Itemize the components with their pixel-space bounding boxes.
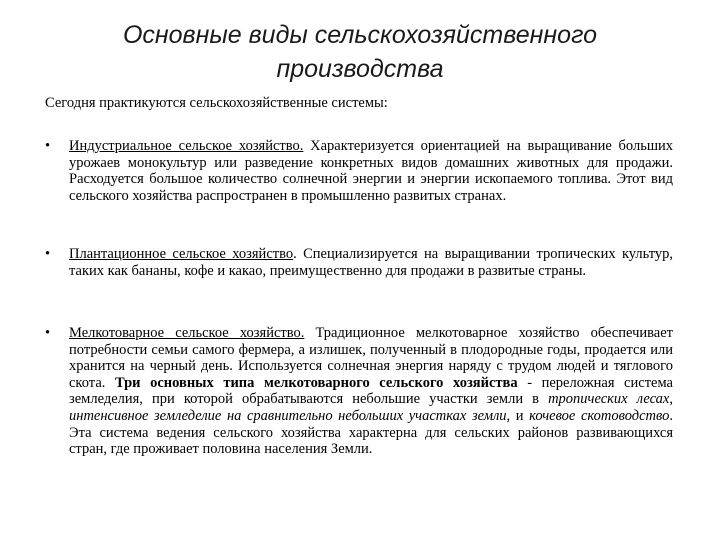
list-item [45,138,673,204]
bullet: • [45,325,51,341]
item-body: , [669,391,673,408]
item-heading: Индустриальное сельское хозяйство. [69,138,304,154]
list-item [45,325,673,458]
item-heading: Мелкотоварное сельское хозяйство. [69,325,305,341]
item-italic-text: кочевое скотоводство [529,407,670,424]
intro-text: Сегодня практикуются сельскохозяйственные системы: [45,95,388,111]
item-body: Традиционное мелкотоварное хозяйство обеспечивает потребности семьи самого фермера, а излишек, полученный в плодородные годы, продается или хранится на черный день. Используется солнечная энергия наряду с трудом людей и тяглового скота. [69,325,673,391]
item-italic-text: тропических лесах [548,391,670,408]
item-italic-text: интенсивное земледелие на сравнительно небольших участках земли [69,407,507,424]
item-body: - переложная система земледелия, при которой обрабатываются небольшие участки земли в [69,374,673,408]
list-item [45,246,673,279]
bullet: • [45,138,51,154]
item-body: . Специализируется на выращивании тропических культур, таких как бананы, кофе и какао, преимущественно для продажи в развитые страны. [69,246,673,279]
item-body: Характеризуется ориентацией на выращивание больших урожаев монокультур или разведение конкретных видов домашних животных для продажи. Расходуется большое количество солнечной энергии и энергии ископаемого топлива. Этот вид сельского хозяйства распространен в промышленно развитых странах. [69,138,673,204]
list-item-text [69,138,673,204]
item-bold-text: Три основных типа мелкотоварного сельского хозяйства [114,374,518,391]
list-item-text [69,246,673,279]
item-body: , и [506,407,530,424]
bullet: • [45,246,51,262]
item-body: . Эта система ведения сельского хозяйства характерна для сельских районов развивающихся стран, где проживает половина населения Земли. [69,407,673,458]
list-item-text [69,325,673,458]
page-title: Основные виды сельскохозяйственного производства [122,21,598,83]
item-heading: Плантационное сельское хозяйство [69,246,294,262]
